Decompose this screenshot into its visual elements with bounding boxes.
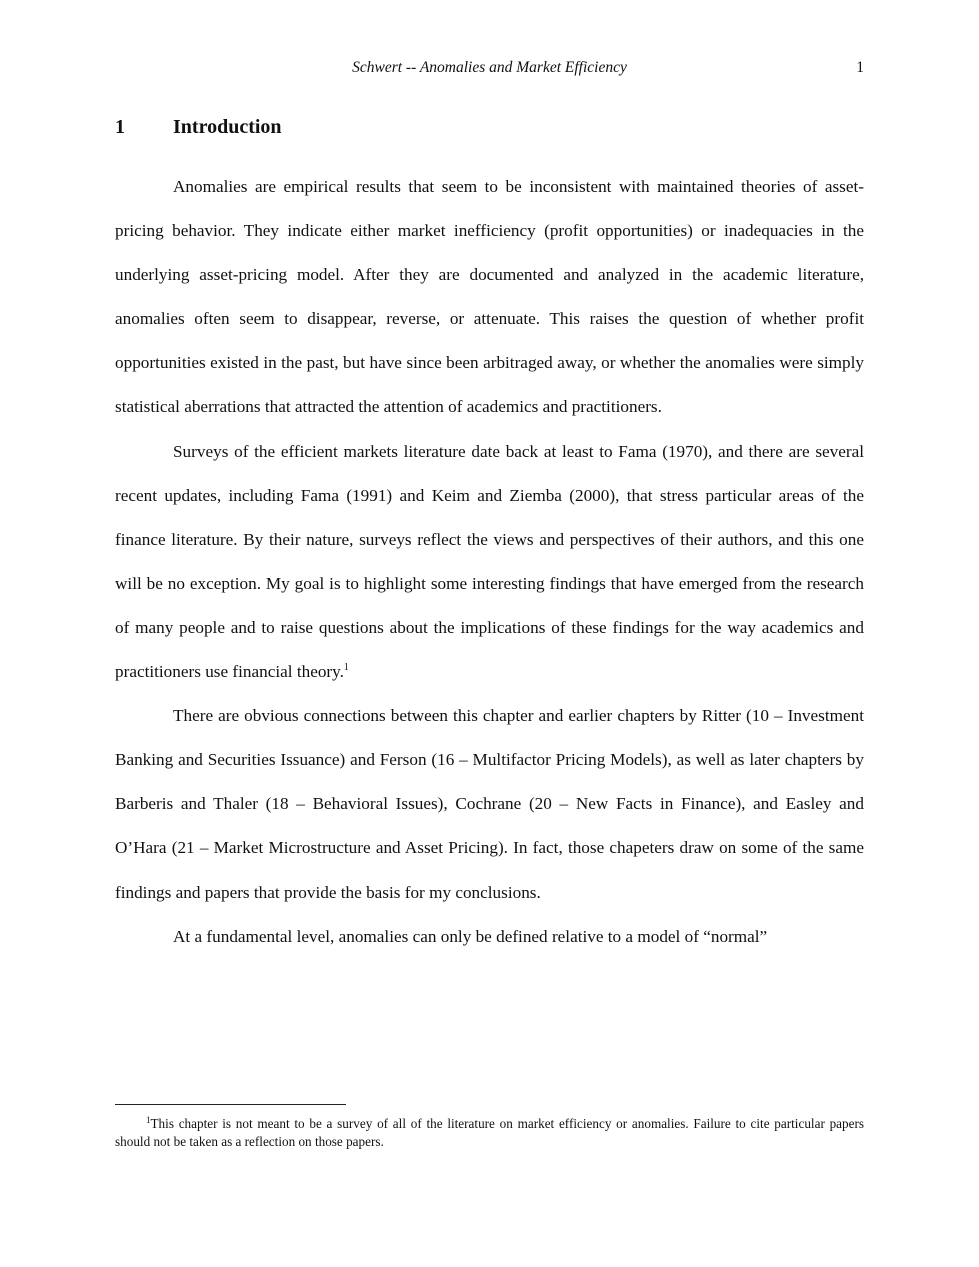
paragraph: Anomalies are empirical results that seem to be inconsistent with maintained theories of asset-pricing behavior. They indicate either market inefficiency (profit opportunities) or inadequacies in the underlying asset-pricing model. After they are documented and analyzed in the academic literature, anomalies often seem to disappear, reverse, or attenuate. This raises the question of whether profit opportunities existed in the past, but have since been arbitraged away, or whether the anomalies were simply statistical aberrations that attracted the attention of academics and practitioners. [115, 177, 864, 417]
body-text [115, 165, 864, 959]
footnote-reference[interactable]: 1 [343, 662, 349, 674]
footnote-marker: 1 [146, 1115, 151, 1125]
section-title: Introduction [173, 116, 282, 138]
paragraph [115, 430, 864, 695]
paragraph: At a fundamental level, anomalies can only be defined relative to a model of “normal” [173, 926, 768, 946]
footnote-divider [115, 1104, 346, 1105]
footnote [115, 1115, 864, 1151]
running-title: Schwert -- Anomalies and Market Efficiency [352, 59, 627, 76]
paragraph-text: Surveys of the efficient markets literature date back at least to Fama (1970), and there are several recent updates, including Fama (1991) and Keim and Ziemba (2000), that stress particular areas of the finance literature. By their nature, surveys reflect the views and perspectives of their authors, and this one will be no exception. My goal is to highlight some interesting findings that have emerged from the research of many people and to raise questions about the implications of these findings for the way academics and practitioners use financial theory. [115, 441, 864, 682]
page-number: 1 [856, 59, 864, 76]
footnote-text: This chapter is not meant to be a survey of all of the literature on market efficiency or anomalies. Failure to cite particular papers should not be taken as a reflection on those papers. [115, 1116, 864, 1149]
section-number: 1 [115, 116, 125, 138]
paragraph: There are obvious connections between this chapter and earlier chapters by Ritter (10 – Investment Banking and Securities Issuance) and Ferson (16 – Multifactor Pricing Models), as well as later chapters by Barberis and Thaler (18 – Behavioral Issues), Cochrane (20 – New Facts in Finance), and Easley and O’Hara (21 – Market Microstructure and Asset Pricing). In fact, those chapeters draw on some of the same findings and papers that provide the basis for my conclusions. [115, 706, 864, 902]
running-header [115, 59, 864, 81]
section-heading [115, 116, 282, 139]
